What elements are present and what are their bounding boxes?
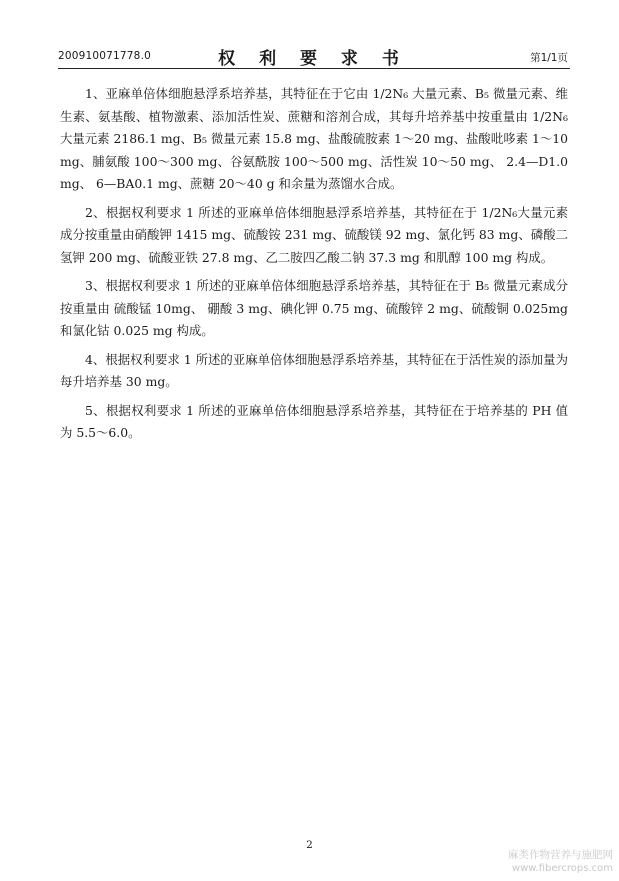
- claim-4: 4、根据权利要求 1 所述的亚麻单倍体细胞悬浮系培养基，其特征在于活性炭的添加量为每升培养基 30 mg。: [60, 351, 568, 389]
- page-label: 第1/1页: [530, 52, 568, 64]
- application-number: 200910071778.0: [58, 50, 151, 62]
- claim-1: 1、亚麻单倍体细胞悬浮系培养基，其特征在于它由 1/2N₆ 大量元素、B₅ 微量元素、维生素、氨基酸、植物激素、添加活性炭、蔗糖和溶剂合成，其每升培养基中按重量由 1/2N₆ 大量元素 2186.1 mg、B₅ 微量元素 15.8 mg、盐酸硫胺素 1～20 mg、盐酸吡哆素 1～10 mg、脯氨酸 100～300 mg、谷氨酰胺 100～500 mg、活性炭 10～50 mg、 2.4—D1.0 mg、 6—BA0.1 mg、蔗糖 20～40 g 和余量为蒸馏水合成。: [60, 86, 568, 191]
- claims-body: [60, 83, 568, 451]
- claim-2: 2、根据权利要求 1 所述的亚麻单倍体细胞悬浮系培养基，其特征在于 1/2N₆大量元素成分按重量由硝酸钾 1415 mg、硫酸铵 231 mg、硫酸镁 92 mg、氯化钙 83 mg、磷酸二氢钾 200 mg、硫酸亚铁 27.8 mg、乙二胺四乙酸二钠 37.3 mg 和肌醇 100 mg 构成。: [60, 204, 568, 265]
- watermark: [508, 849, 613, 875]
- claim-3: 3、根据权利要求 1 所述的亚麻单倍体细胞悬浮系培养基，其特征在于 B₅ 微量元素成分按重量由 硫酸锰 10mg、 硼酸 3 mg、碘化钾 0.75 mg、硫酸锌 2 mg、硫酸铜 0.025mg 和氯化钴 0.025 mg 构成。: [60, 278, 568, 338]
- watermark-text: 麻类作物营养与施肥网: [508, 849, 613, 861]
- claim-5: 5、根据权利要求 1 所述的亚麻单倍体细胞悬浮系培养基，其特征在于培养基的 PH 值为 5.5～6.0。: [60, 402, 568, 440]
- document-title: 权 利 要 求 书: [218, 49, 408, 69]
- page-header: [58, 44, 568, 69]
- watermark-url: www.fibercrops.com: [511, 863, 613, 874]
- header-divider: [58, 68, 570, 69]
- page-number: 2: [306, 839, 313, 851]
